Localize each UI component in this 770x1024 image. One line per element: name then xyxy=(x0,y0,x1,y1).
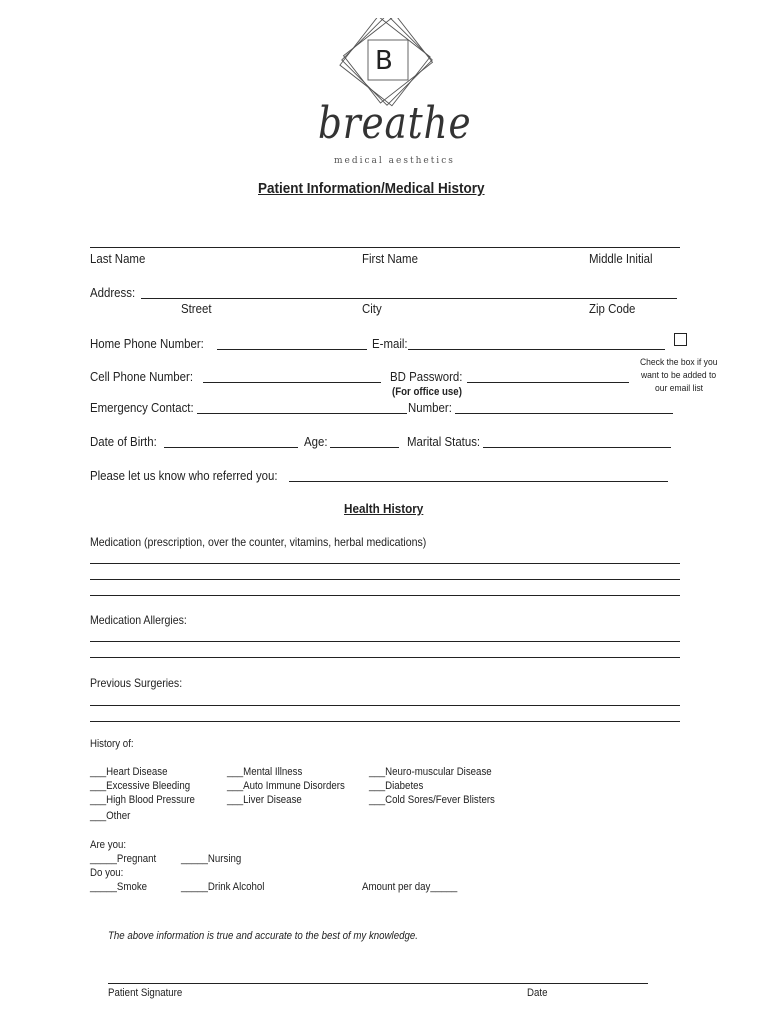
check-note-2: want to be added to xyxy=(641,370,717,381)
signature-line[interactable] xyxy=(108,983,648,984)
logo-script: breathe xyxy=(318,98,472,149)
signature-label: Patient Signature xyxy=(108,987,183,999)
history-item[interactable]: ___Cold Sores/Fever Blisters xyxy=(369,794,495,806)
cell-phone-label: Cell Phone Number: xyxy=(90,369,194,384)
history-item[interactable]: ___High Blood Pressure xyxy=(90,794,195,806)
nursing-item[interactable]: _____Nursing xyxy=(181,853,242,865)
page-title: Patient Information/Medical History xyxy=(258,180,485,197)
bd-password-field[interactable] xyxy=(467,382,629,383)
marital-status-field[interactable] xyxy=(483,447,671,448)
medication-label: Medication (prescription, over the counter, vitamins, herbal medications) xyxy=(90,535,427,549)
cell-phone-field[interactable] xyxy=(203,382,381,383)
allergies-line[interactable] xyxy=(90,657,680,658)
allergies-label: Medication Allergies: xyxy=(90,613,187,627)
surgeries-label: Previous Surgeries: xyxy=(90,676,183,690)
emergency-contact-label: Emergency Contact: xyxy=(90,400,194,415)
home-phone-field[interactable] xyxy=(217,349,367,350)
logo-tagline: medical aesthetics xyxy=(334,156,455,166)
city-label: City xyxy=(362,301,382,316)
amount-per-day-item[interactable]: Amount per day_____ xyxy=(362,881,458,893)
referred-label: Please let us know who referred you: xyxy=(90,468,278,483)
history-item[interactable]: ___Heart Disease xyxy=(90,766,168,778)
referred-field[interactable] xyxy=(289,481,668,482)
home-phone-label: Home Phone Number: xyxy=(90,336,204,351)
attestation-text: The above information is true and accurate to the best of my knowledge. xyxy=(108,930,418,942)
email-field[interactable] xyxy=(408,349,665,350)
emergency-number-label: Number: xyxy=(408,400,452,415)
emergency-contact-field[interactable] xyxy=(197,413,407,414)
dob-field[interactable] xyxy=(164,447,298,448)
dob-label: Date of Birth: xyxy=(90,434,157,449)
office-use-note: (For office use) xyxy=(392,386,462,398)
history-item[interactable]: ___Other xyxy=(90,810,131,822)
history-item[interactable]: ___Auto Immune Disorders xyxy=(227,780,345,792)
marital-status-label: Marital Status: xyxy=(407,434,481,449)
check-note-1: Check the box if you xyxy=(640,357,718,368)
history-item[interactable]: ___Diabetes xyxy=(369,780,424,792)
medication-line[interactable] xyxy=(90,563,680,564)
date-label: Date xyxy=(527,987,548,999)
allergies-line[interactable] xyxy=(90,641,680,642)
history-of-label: History of: xyxy=(90,738,134,750)
address-label: Address: xyxy=(90,285,136,300)
do-you-label: Do you: xyxy=(90,867,124,879)
drink-alcohol-item[interactable]: _____Drink Alcohol xyxy=(181,881,265,893)
email-list-checkbox[interactable] xyxy=(674,333,687,346)
age-label: Age: xyxy=(304,434,328,449)
name-line[interactable] xyxy=(90,247,680,248)
history-item[interactable]: ___Excessive Bleeding xyxy=(90,780,191,792)
surgeries-line[interactable] xyxy=(90,705,680,706)
address-field[interactable] xyxy=(141,298,677,299)
are-you-label: Are you: xyxy=(90,839,127,851)
medication-line[interactable] xyxy=(90,579,680,580)
history-item[interactable]: ___Neuro-muscular Disease xyxy=(369,766,492,778)
last-name-label: Last Name xyxy=(90,251,146,266)
age-field[interactable] xyxy=(330,447,399,448)
logo-letter: B xyxy=(375,46,393,76)
street-label: Street xyxy=(181,301,212,316)
first-name-label: First Name xyxy=(362,251,418,266)
zip-label: Zip Code xyxy=(589,301,636,316)
history-item[interactable]: ___Mental Illness xyxy=(227,766,303,778)
check-note-3: our email list xyxy=(655,383,703,394)
pregnant-item[interactable]: _____Pregnant xyxy=(90,853,157,865)
medication-line[interactable] xyxy=(90,595,680,596)
emergency-number-field[interactable] xyxy=(455,413,673,414)
email-label: E-mail: xyxy=(372,336,408,351)
logo xyxy=(310,18,470,168)
surgeries-line[interactable] xyxy=(90,721,680,722)
health-history-title: Health History xyxy=(344,501,424,516)
middle-initial-label: Middle Initial xyxy=(589,251,653,266)
smoke-item[interactable]: _____Smoke xyxy=(90,881,148,893)
history-item[interactable]: ___Liver Disease xyxy=(227,794,302,806)
bd-password-label: BD Password: xyxy=(390,369,463,384)
